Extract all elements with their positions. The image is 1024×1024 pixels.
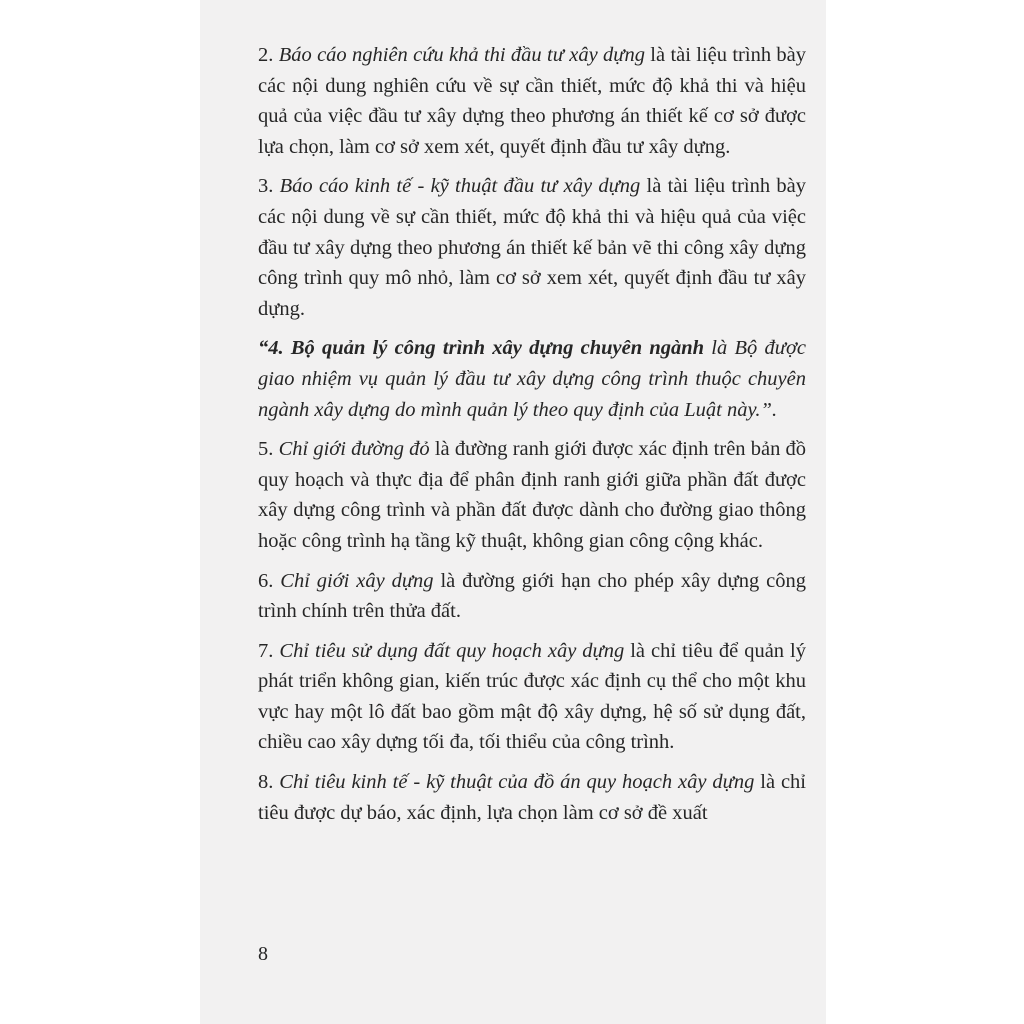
defined-term: Báo cáo kinh tế - kỹ thuật đầu tư xây dựng (279, 175, 641, 198)
item-number: 7. (258, 639, 280, 662)
item-number: 8. (258, 771, 280, 794)
definition-text: là tài liệu trình bày các nội dung về sự cần thiết, mức độ khả thi và hiệu quả của việc đầu tư xây dựng theo phương án thiết kế bản vẽ thi công xây dựng công trình quy mô nhỏ, làm cơ sở xem xét, quyết định đầu tư xây dựng. (258, 175, 806, 320)
definition-text: là Bộ được giao nhiệm vụ quản lý đầu tư xây dựng công trình thuộc chuyên ngành xây dựng do mình quản lý theo quy định của Luật này.”. (258, 337, 806, 421)
item-number: 3. (258, 175, 280, 198)
page-body (258, 40, 806, 837)
defined-term: Bộ quản lý công trình xây dựng chuyên ngành (290, 337, 705, 360)
paragraph-5 (258, 434, 806, 556)
item-number: 2. (258, 44, 279, 66)
paragraph-6 (258, 566, 806, 627)
book-page (200, 0, 826, 1024)
defined-term: Chỉ giới xây dựng (280, 569, 434, 592)
definition-text: là đường ranh giới được xác định trên bản đồ quy hoạch và thực địa để phân định ranh giới giữa phần đất được xây dựng công trình và phần đất được dành cho đường giao thông hoặc công trình hạ tầng kỹ thuật, không gian công cộng khác. (258, 438, 807, 552)
definition-text: là chỉ tiêu để quản lý phát triển không gian, kiến trúc được xác định cụ thể cho một khu vực hay một lô đất bao gồm mật độ xây dựng, hệ số sử dụng đất, chiều cao xây dựng tối đa, tối thiểu của công trình. (258, 639, 806, 754)
paragraph-4 (258, 333, 806, 425)
paragraph-2 (258, 40, 806, 162)
paragraph-3 (258, 171, 806, 324)
item-number: “4. (258, 337, 291, 360)
defined-term: Chỉ tiêu kinh tế - kỹ thuật của đồ án quy hoạch xây dựng (279, 771, 755, 794)
definition-text: là đường giới hạn cho phép xây dựng công trình chính trên thửa đất. (258, 569, 806, 623)
paragraph-8 (258, 767, 806, 828)
page-number: 8 (258, 943, 268, 965)
defined-term: Chỉ tiêu sử dụng đất quy hoạch xây dựng (279, 639, 625, 662)
definition-text: là chỉ tiêu được dự báo, xác định, lựa chọn làm cơ sở đề xuất (258, 771, 806, 824)
item-number: 5. (258, 438, 279, 461)
defined-term: Báo cáo nghiên cứu khả thi đầu tư xây dựng (278, 44, 645, 66)
definition-text: là tài liệu trình bày các nội dung nghiên cứu về sự cần thiết, mức độ khả thi và hiệu quả của việc đầu tư xây dựng theo phương án thiết kế cơ sở được lựa chọn, làm cơ sở xem xét, quyết định đầu tư xây dựng. (258, 44, 807, 158)
paragraph-7 (258, 636, 806, 758)
item-number: 6. (258, 569, 281, 592)
defined-term: Chỉ giới đường đỏ (278, 438, 430, 461)
